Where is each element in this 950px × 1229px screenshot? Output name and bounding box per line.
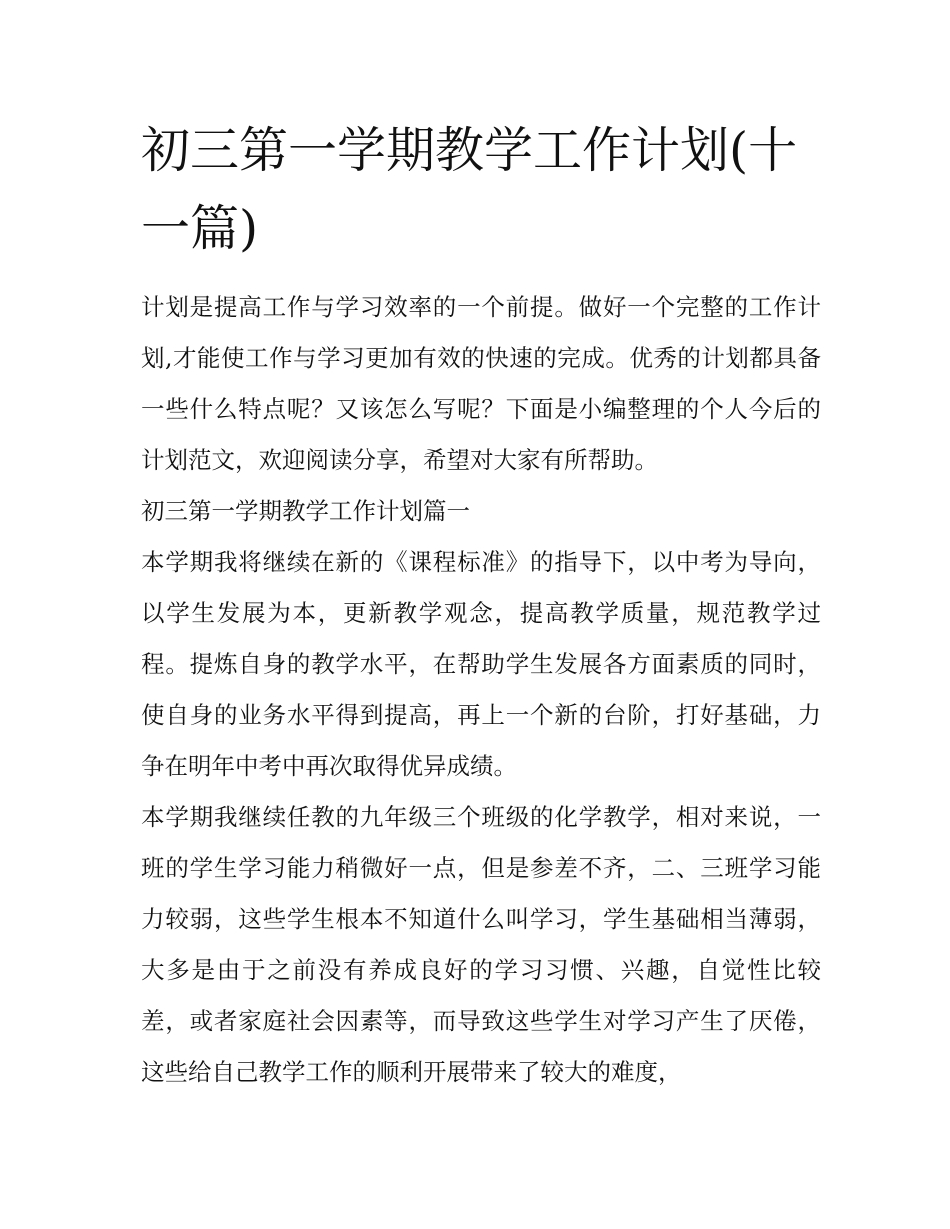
intro-paragraph: 计划是提高工作与学习效率的一个前提。做好一个完整的工作计划,才能使工作与学习更加有效的快速的完成。优秀的计划都具备一些什么特点呢？又该怎么写呢？下面是小编整理的个人今后的计划范文，欢迎阅读分享，希望对大家有所帮助。 [141, 293, 821, 474]
body-paragraph: 本学期我将继续在新的《课程标准》的指导下，以中考为导向，以学生发展为本，更新教学观念，提高教学质量，规范教学过程。提炼自身的教学水平，在帮助学生发展各方面素质的同时，使自身的业务水平得到提高，再上一个新的台阶，打好基础，力争在明年中考中再次取得优异成绩。 [141, 548, 821, 780]
section-heading: 初三第一学期教学工作计划篇一 [141, 497, 470, 525]
document-title: 初三第一学期教学工作计划(十一篇) [141, 122, 798, 257]
body-paragraph: 本学期我继续任教的九年级三个班级的化学教学，相对来说，一班的学生学习能力稍微好一点，但是参差不齐，二、三班学习能力较弱，这些学生根本不知道什么叫学习，学生基础相当薄弱，大多是由于之前没有养成良好的学习习惯、兴趣，自觉性比较差，或者家庭社会因素等，而导致这些学生对学习产生了厌倦，这些给自己教学工作的顺利开展带来了较大的难度， [141, 803, 821, 1086]
document-body [141, 112, 821, 1098]
